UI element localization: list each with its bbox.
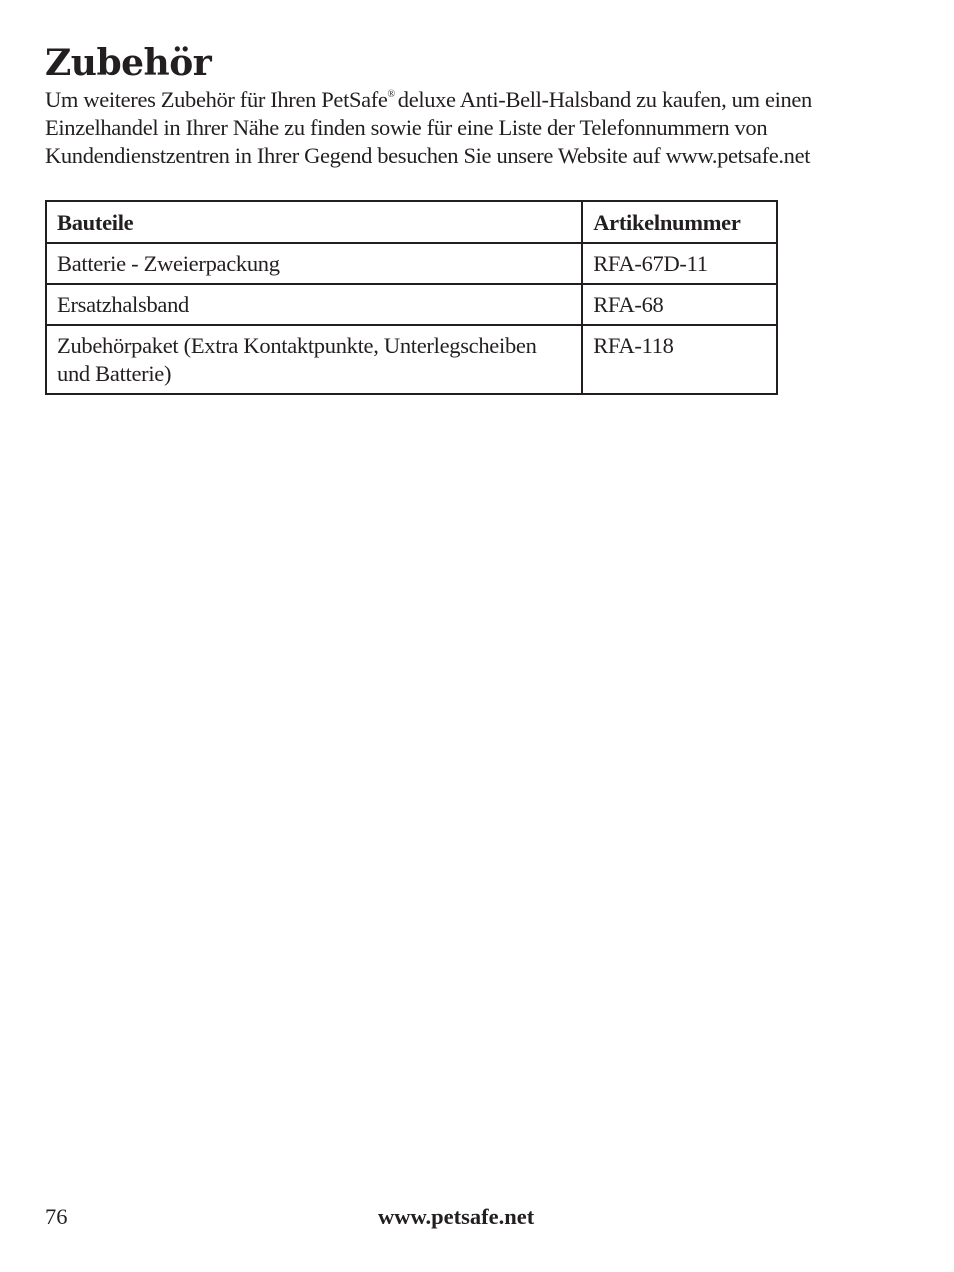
- intro-paragraph: [45, 86, 915, 170]
- column-header-number: Artikelnummer: [582, 201, 777, 243]
- parts-table: [45, 200, 778, 395]
- part-number-cell: RFA-118: [582, 325, 777, 394]
- registered-mark: ®: [387, 89, 395, 100]
- page-number: 76: [45, 1204, 68, 1229]
- part-name-cell: Zubehörpaket (Extra Kontaktpunkte, Unterlegscheiben und Batterie): [46, 325, 582, 394]
- part-name-cell: Ersatzhalsband: [46, 284, 582, 325]
- page-title: Zubehör: [45, 42, 212, 84]
- table-row: [46, 284, 777, 325]
- table-header-row: [46, 201, 777, 243]
- table-row: [46, 243, 777, 284]
- part-name-cell: Batterie - Zweierpackung: [46, 243, 582, 284]
- intro-text-start: Um weiteres Zubehör für Ihren PetSafe: [45, 87, 388, 112]
- column-header-part: Bauteile: [46, 201, 582, 243]
- footer-url: www.petsafe.net: [378, 1204, 535, 1229]
- table-row: [46, 325, 777, 394]
- part-number-cell: RFA-68: [582, 284, 777, 325]
- part-number-cell: RFA-67D-11: [582, 243, 777, 284]
- intro-text-end: deluxe Anti-Bell-Halsband zu kaufen, um einen Einzelhandel in Ihrer Nähe zu finden sowie für eine Liste der Telefonnummern von Kundendienstzentren in Ihrer Gegend besuchen Sie unsere Website auf www.petsafe.net: [45, 87, 812, 168]
